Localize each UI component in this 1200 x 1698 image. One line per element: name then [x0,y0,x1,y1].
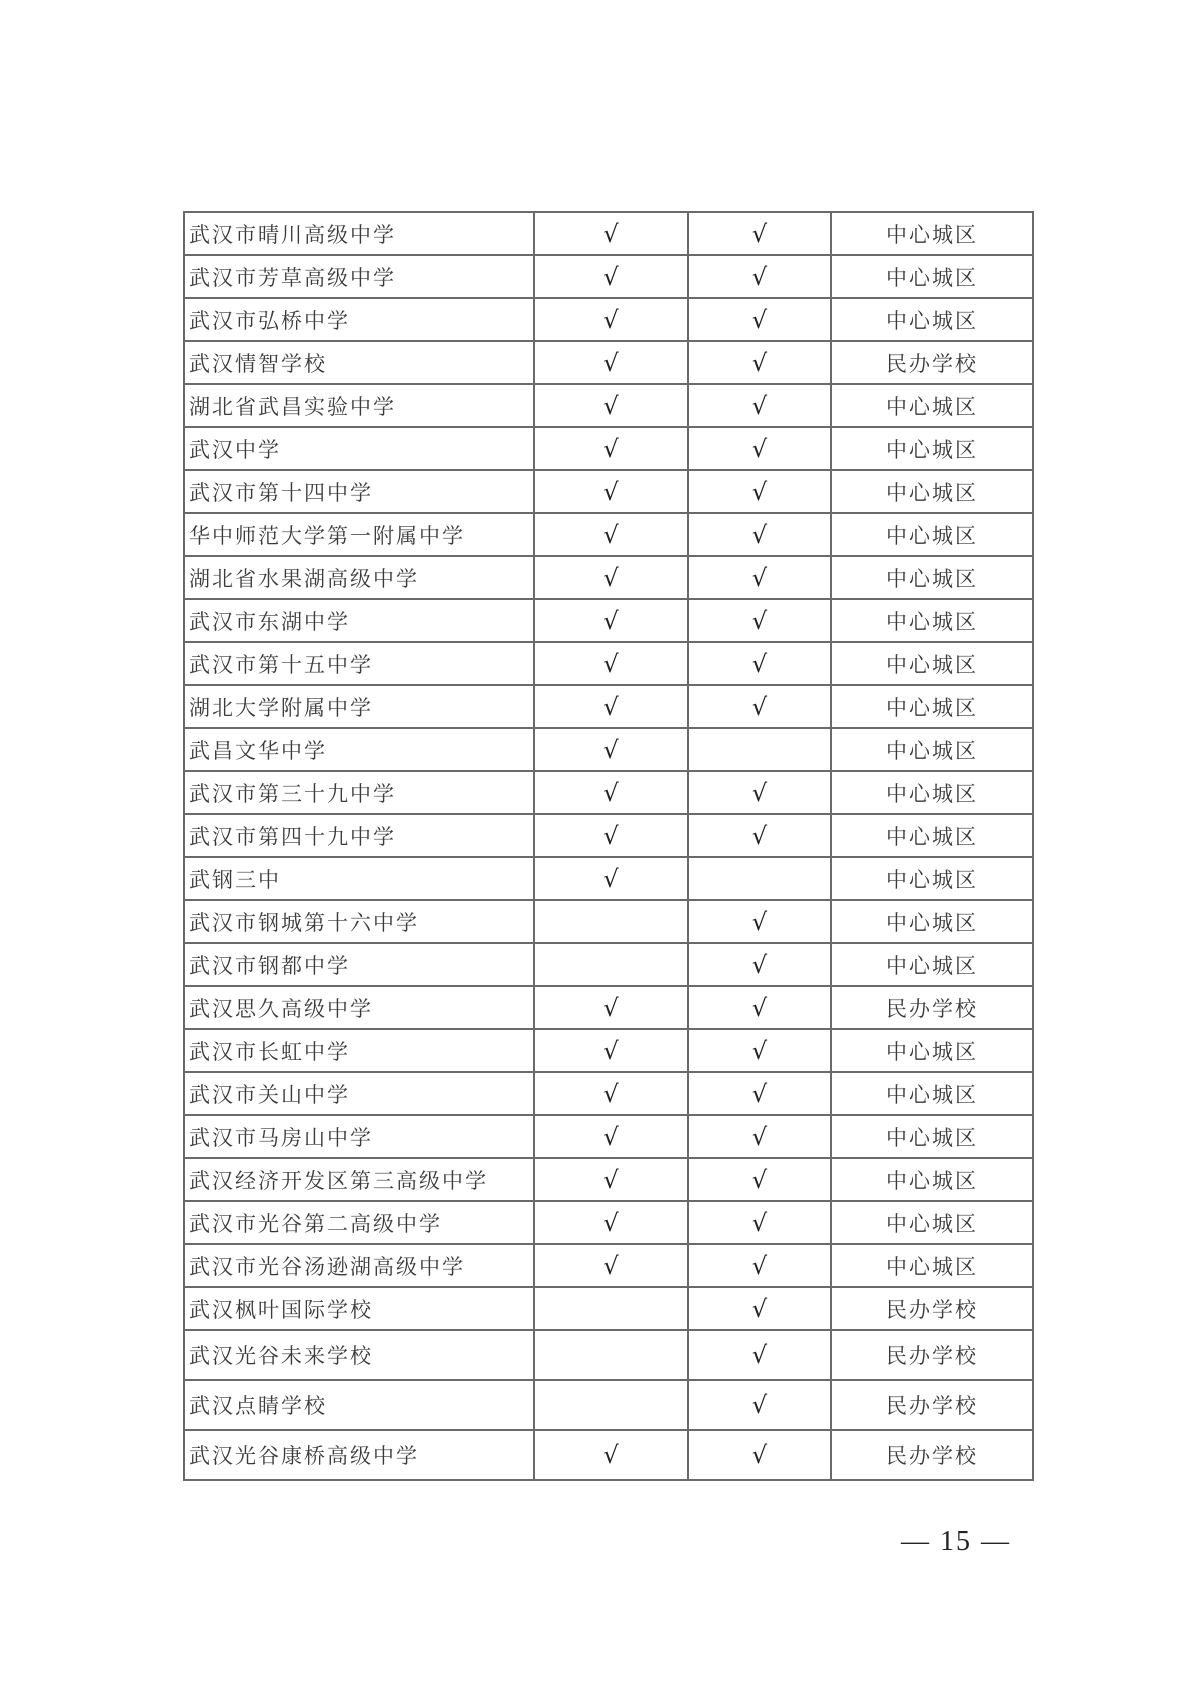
school-name-cell [184,943,534,986]
school-name: 武汉市第四十九中学 [189,824,396,849]
school-name: 湖北省武昌实验中学 [189,394,396,419]
school-type: 民办学校 [886,1444,978,1468]
check-mark-icon: √ [603,778,619,807]
column-b-cell [688,1330,831,1380]
column-a-cell [534,943,688,986]
check-mark-icon: √ [603,1079,619,1108]
school-type-cell [831,814,1033,857]
check-mark-icon: √ [751,1391,768,1419]
school-type: 中心城区 [886,953,978,978]
column-a-cell [534,212,688,255]
column-b-cell [688,685,831,728]
school-type-cell [831,986,1033,1029]
school-name: 武昌文华中学 [189,738,327,763]
check-mark-icon: √ [603,1165,619,1194]
check-mark-icon: √ [751,606,768,635]
school-name: 武汉光谷康桥高级中学 [189,1444,419,1468]
check-mark-icon: √ [751,950,768,979]
check-mark-icon: √ [603,1122,619,1151]
school-name: 武汉市钢城第十六中学 [189,910,419,935]
column-b-cell [688,341,831,384]
table-row [184,728,1033,771]
school-name: 武汉市马房山中学 [189,1125,373,1150]
column-b-cell [688,212,831,255]
column-b-cell [688,1430,831,1480]
check-mark-icon: √ [751,1251,768,1280]
check-mark-icon: √ [751,692,768,721]
check-mark-icon: √ [751,348,768,377]
column-a-cell [534,341,688,384]
school-name-cell [184,513,534,556]
table-row [184,599,1033,642]
school-name-cell [184,298,534,341]
school-name-cell [184,1115,534,1158]
school-name-cell [184,1244,534,1287]
school-name-cell [184,1430,534,1480]
check-mark-icon: √ [751,305,768,334]
check-mark-icon: √ [751,821,768,850]
column-b-cell [688,599,831,642]
check-mark-icon: √ [603,1036,619,1065]
table-row [184,814,1033,857]
check-mark-icon: √ [751,907,768,936]
school-type-cell [831,1244,1033,1287]
column-b-cell [688,986,831,1029]
school-type-cell [831,341,1033,384]
school-type: 中心城区 [886,652,978,677]
school-type-cell [831,1072,1033,1115]
table-row [184,1287,1033,1330]
column-b-cell [688,513,831,556]
check-mark-icon: √ [603,563,619,592]
school-type-cell [831,556,1033,599]
table-row [184,1072,1033,1115]
column-b-cell [688,943,831,986]
check-mark-icon: √ [751,1079,768,1108]
table-body [184,212,1033,1480]
column-a-cell [534,599,688,642]
column-b-cell [688,814,831,857]
check-mark-icon: √ [751,1208,768,1237]
school-type-cell [831,1330,1033,1380]
school-type-cell [831,1380,1033,1430]
school-name: 武汉中学 [189,437,281,462]
check-mark-icon: √ [603,1251,619,1280]
table-row [184,1158,1033,1201]
table-row [184,1115,1033,1158]
table-row [184,1330,1033,1380]
school-type: 民办学校 [886,996,978,1021]
school-name-cell [184,599,534,642]
school-type-cell [831,1115,1033,1158]
school-type: 民办学校 [886,1394,978,1418]
page-number: — 15 — [901,1526,1011,1557]
school-type-cell [831,470,1033,513]
school-name-cell [184,642,534,685]
check-mark-icon: √ [751,563,768,592]
school-name: 武汉市弘桥中学 [189,308,350,333]
school-name-cell [184,470,534,513]
school-name: 武钢三中 [189,867,281,892]
school-type-cell [831,1029,1033,1072]
school-name: 武汉市第三十九中学 [189,781,396,806]
school-name: 武汉市第十五中学 [189,652,373,677]
school-type: 中心城区 [886,824,978,849]
column-b-cell [688,1072,831,1115]
school-type-cell [831,642,1033,685]
school-type: 中心城区 [886,1125,978,1150]
school-type-cell [831,1201,1033,1244]
school-name-cell [184,341,534,384]
school-name: 武汉经济开发区第三高级中学 [189,1168,488,1193]
column-b-cell [688,427,831,470]
check-mark-icon: √ [751,993,768,1022]
check-mark-icon: √ [751,649,768,678]
school-name: 武汉市钢都中学 [189,953,350,978]
school-type-cell [831,427,1033,470]
column-a-cell [534,556,688,599]
table-row [184,986,1033,1029]
school-type-cell [831,771,1033,814]
check-mark-icon: √ [603,692,619,721]
column-a-cell [534,470,688,513]
check-mark-icon: √ [751,477,768,506]
school-type: 中心城区 [886,480,978,505]
school-type: 民办学校 [886,1297,978,1322]
check-mark-icon: √ [603,735,619,764]
column-a-cell [534,1330,688,1380]
school-name: 武汉市第十四中学 [189,480,373,505]
school-type: 中心城区 [886,609,978,634]
column-a-cell [534,1244,688,1287]
check-mark-icon: √ [751,219,768,248]
check-mark-icon: √ [603,391,619,420]
school-name-cell [184,384,534,427]
school-name-cell [184,900,534,943]
table-row [184,1201,1033,1244]
school-type: 中心城区 [886,910,978,935]
check-mark-icon: √ [603,348,619,377]
column-b-cell [688,470,831,513]
school-name: 湖北省水果湖高级中学 [189,566,419,591]
column-b-cell [688,1380,831,1430]
school-name-cell [184,1029,534,1072]
school-name-cell [184,986,534,1029]
school-name-cell [184,1330,534,1380]
school-name-cell [184,1072,534,1115]
school-name: 华中师范大学第一附属中学 [189,523,465,548]
check-mark-icon: √ [603,649,619,678]
check-mark-icon: √ [603,864,619,893]
table-row [184,556,1033,599]
check-mark-icon: √ [603,606,619,635]
column-b-cell [688,556,831,599]
school-name: 武汉市关山中学 [189,1082,350,1107]
column-a-cell [534,1072,688,1115]
table-row [184,212,1033,255]
table-row [184,857,1033,900]
school-name: 武汉市芳草高级中学 [189,265,396,290]
column-b-cell [688,900,831,943]
column-a-cell [534,642,688,685]
check-mark-icon: √ [751,1294,768,1323]
check-mark-icon: √ [751,391,768,420]
school-type-cell [831,513,1033,556]
school-table [183,211,1034,1481]
table-row [184,642,1033,685]
school-type-cell [831,298,1033,341]
column-b-cell [688,728,831,771]
school-type: 中心城区 [886,781,978,806]
check-mark-icon: √ [603,305,619,334]
school-name: 武汉情智学校 [189,351,327,376]
school-name: 武汉枫叶国际学校 [189,1297,373,1322]
column-b-cell [688,642,831,685]
column-a-cell [534,814,688,857]
school-type: 中心城区 [886,566,978,591]
table-row [184,513,1033,556]
column-a-cell [534,1287,688,1330]
table-row [184,1244,1033,1287]
school-type-cell [831,943,1033,986]
school-name-cell [184,1287,534,1330]
table-row [184,900,1033,943]
table-row [184,1380,1033,1430]
school-type-cell [831,1287,1033,1330]
column-a-cell [534,771,688,814]
check-mark-icon: √ [603,1441,619,1469]
school-type: 中心城区 [886,222,978,247]
school-type-cell [831,212,1033,255]
school-name: 武汉市晴川高级中学 [189,222,396,247]
column-b-cell [688,384,831,427]
column-a-cell [534,1430,688,1480]
school-name-cell [184,771,534,814]
school-name-cell [184,1158,534,1201]
school-type-cell [831,1430,1033,1480]
school-name: 武汉市光谷第二高级中学 [189,1211,442,1236]
column-b-cell [688,1115,831,1158]
table-row [184,685,1033,728]
check-mark-icon: √ [751,1341,768,1369]
school-name: 武汉光谷未来学校 [189,1344,373,1368]
school-type-cell [831,728,1033,771]
column-b-cell [688,1201,831,1244]
column-a-cell [534,1115,688,1158]
school-type: 中心城区 [886,1254,978,1279]
school-name: 武汉点睛学校 [189,1394,327,1418]
column-b-cell [688,857,831,900]
check-mark-icon: √ [603,993,619,1022]
school-type: 中心城区 [886,308,978,333]
column-a-cell [534,728,688,771]
column-a-cell [534,255,688,298]
table-row [184,943,1033,986]
school-type: 中心城区 [886,1082,978,1107]
school-type-cell [831,857,1033,900]
column-a-cell [534,1029,688,1072]
school-type-cell [831,900,1033,943]
check-mark-icon: √ [751,1165,768,1194]
column-a-cell [534,384,688,427]
column-a-cell [534,427,688,470]
school-type: 中心城区 [886,738,978,763]
school-name-cell [184,1201,534,1244]
check-mark-icon: √ [751,1036,768,1065]
check-mark-icon: √ [603,262,619,291]
school-type: 中心城区 [886,695,978,720]
school-type-cell [831,1158,1033,1201]
school-name-cell [184,255,534,298]
school-name-cell [184,857,534,900]
school-name-cell [184,814,534,857]
check-mark-icon: √ [603,477,619,506]
school-name-cell [184,556,534,599]
table-row [184,341,1033,384]
table-row [184,1029,1033,1072]
school-name-cell [184,1380,534,1430]
column-b-cell [688,1287,831,1330]
column-a-cell [534,513,688,556]
column-a-cell [534,1201,688,1244]
table-row [184,298,1033,341]
column-a-cell [534,986,688,1029]
school-type: 民办学校 [886,351,978,376]
column-b-cell [688,1029,831,1072]
column-a-cell [534,1158,688,1201]
school-type-cell [831,255,1033,298]
school-type: 中心城区 [886,523,978,548]
table-row [184,427,1033,470]
column-a-cell [534,857,688,900]
check-mark-icon: √ [751,1441,768,1469]
school-name-cell [184,427,534,470]
column-b-cell [688,298,831,341]
school-type: 中心城区 [886,1211,978,1236]
school-name-cell [184,685,534,728]
school-type: 民办学校 [886,1344,978,1368]
school-type: 中心城区 [886,437,978,462]
column-b-cell [688,255,831,298]
table-row [184,384,1033,427]
school-name: 湖北大学附属中学 [189,695,373,720]
column-b-cell [688,1158,831,1201]
check-mark-icon: √ [751,262,768,291]
school-type: 中心城区 [886,1168,978,1193]
school-name: 武汉市东湖中学 [189,609,350,634]
school-name-cell [184,212,534,255]
check-mark-icon: √ [751,434,768,463]
column-b-cell [688,1244,831,1287]
column-b-cell [688,771,831,814]
check-mark-icon: √ [603,520,619,549]
column-a-cell [534,1380,688,1430]
check-mark-icon: √ [751,1122,768,1151]
school-type-cell [831,599,1033,642]
check-mark-icon: √ [751,520,768,549]
school-type: 中心城区 [886,867,978,892]
check-mark-icon: √ [603,821,619,850]
school-type-cell [831,685,1033,728]
column-a-cell [534,900,688,943]
school-name: 武汉市长虹中学 [189,1039,350,1064]
column-a-cell [534,298,688,341]
table-row [184,255,1033,298]
school-type: 中心城区 [886,394,978,419]
school-name-cell [184,728,534,771]
school-type-cell [831,384,1033,427]
table-row [184,470,1033,513]
check-mark-icon: √ [751,778,768,807]
school-type: 中心城区 [886,265,978,290]
check-mark-icon: √ [603,1208,619,1237]
table-row [184,1430,1033,1480]
table-row [184,771,1033,814]
school-name: 武汉思久高级中学 [189,996,373,1021]
column-a-cell [534,685,688,728]
school-type: 中心城区 [886,1039,978,1064]
check-mark-icon: √ [603,434,619,463]
check-mark-icon: √ [603,219,619,248]
school-name: 武汉市光谷汤逊湖高级中学 [189,1254,465,1279]
